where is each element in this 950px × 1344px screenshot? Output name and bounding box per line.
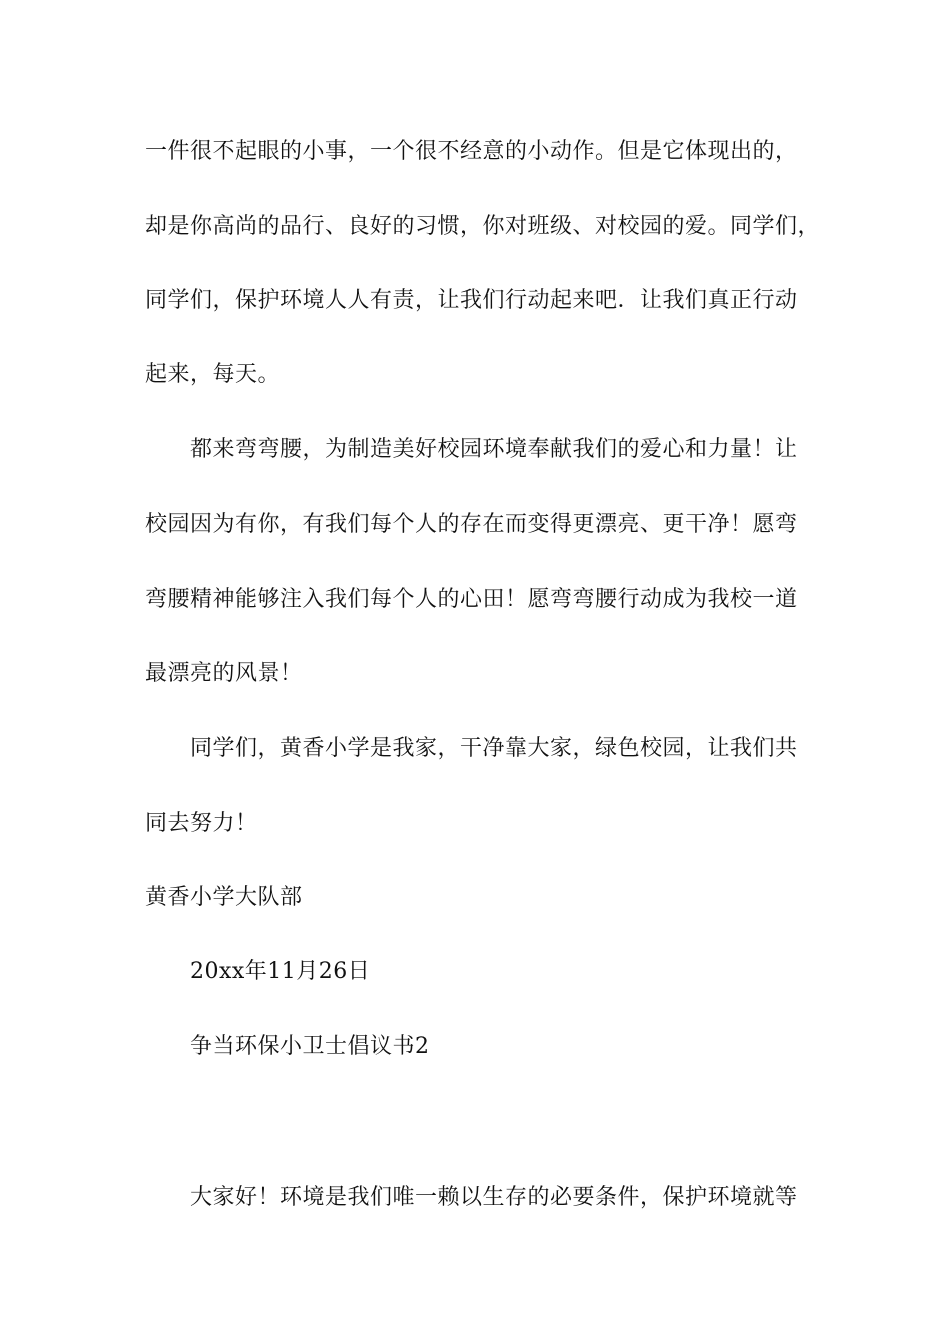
section-title: 争当环保小卫士倡议书2 — [190, 1034, 430, 1059]
paragraph-line: 却是你高尚的品行、良好的习惯，你对班级、对校园的爱。同学们， — [145, 214, 821, 239]
signature-date: 20xx年11月26日 — [190, 959, 371, 984]
paragraph-line: 同学们，保护环境人人有责，让我们行动起来吧．让我们真正行动 — [145, 288, 798, 313]
paragraph-line: 同去努力！ — [145, 811, 258, 836]
paragraph-line: 弯腰精神能够注入我们每个人的心田！愿弯弯腰行动成为我校一道 — [145, 587, 798, 612]
paragraph-line: 一件很不起眼的小事，一个很不经意的小动作。但是它体现出的， — [145, 139, 798, 164]
paragraph-line: 都来弯弯腰，为制造美好校园环境奉献我们的爱心和力量！让 — [190, 437, 798, 462]
paragraph-line: 校园因为有你，有我们每个人的存在而变得更漂亮、更干净！愿弯 — [145, 512, 798, 537]
paragraph-line: 起来，每天。 — [145, 362, 281, 387]
paragraph-line: 最漂亮的风景！ — [145, 661, 303, 686]
paragraph-line: 大家好！环境是我们唯一赖以生存的必要条件，保护环境就等 — [190, 1185, 798, 1210]
paragraph-line: 同学们，黄香小学是我家，干净靠大家，绿色校园，让我们共 — [190, 736, 798, 761]
signature-organization: 黄香小学大队部 — [145, 885, 303, 910]
